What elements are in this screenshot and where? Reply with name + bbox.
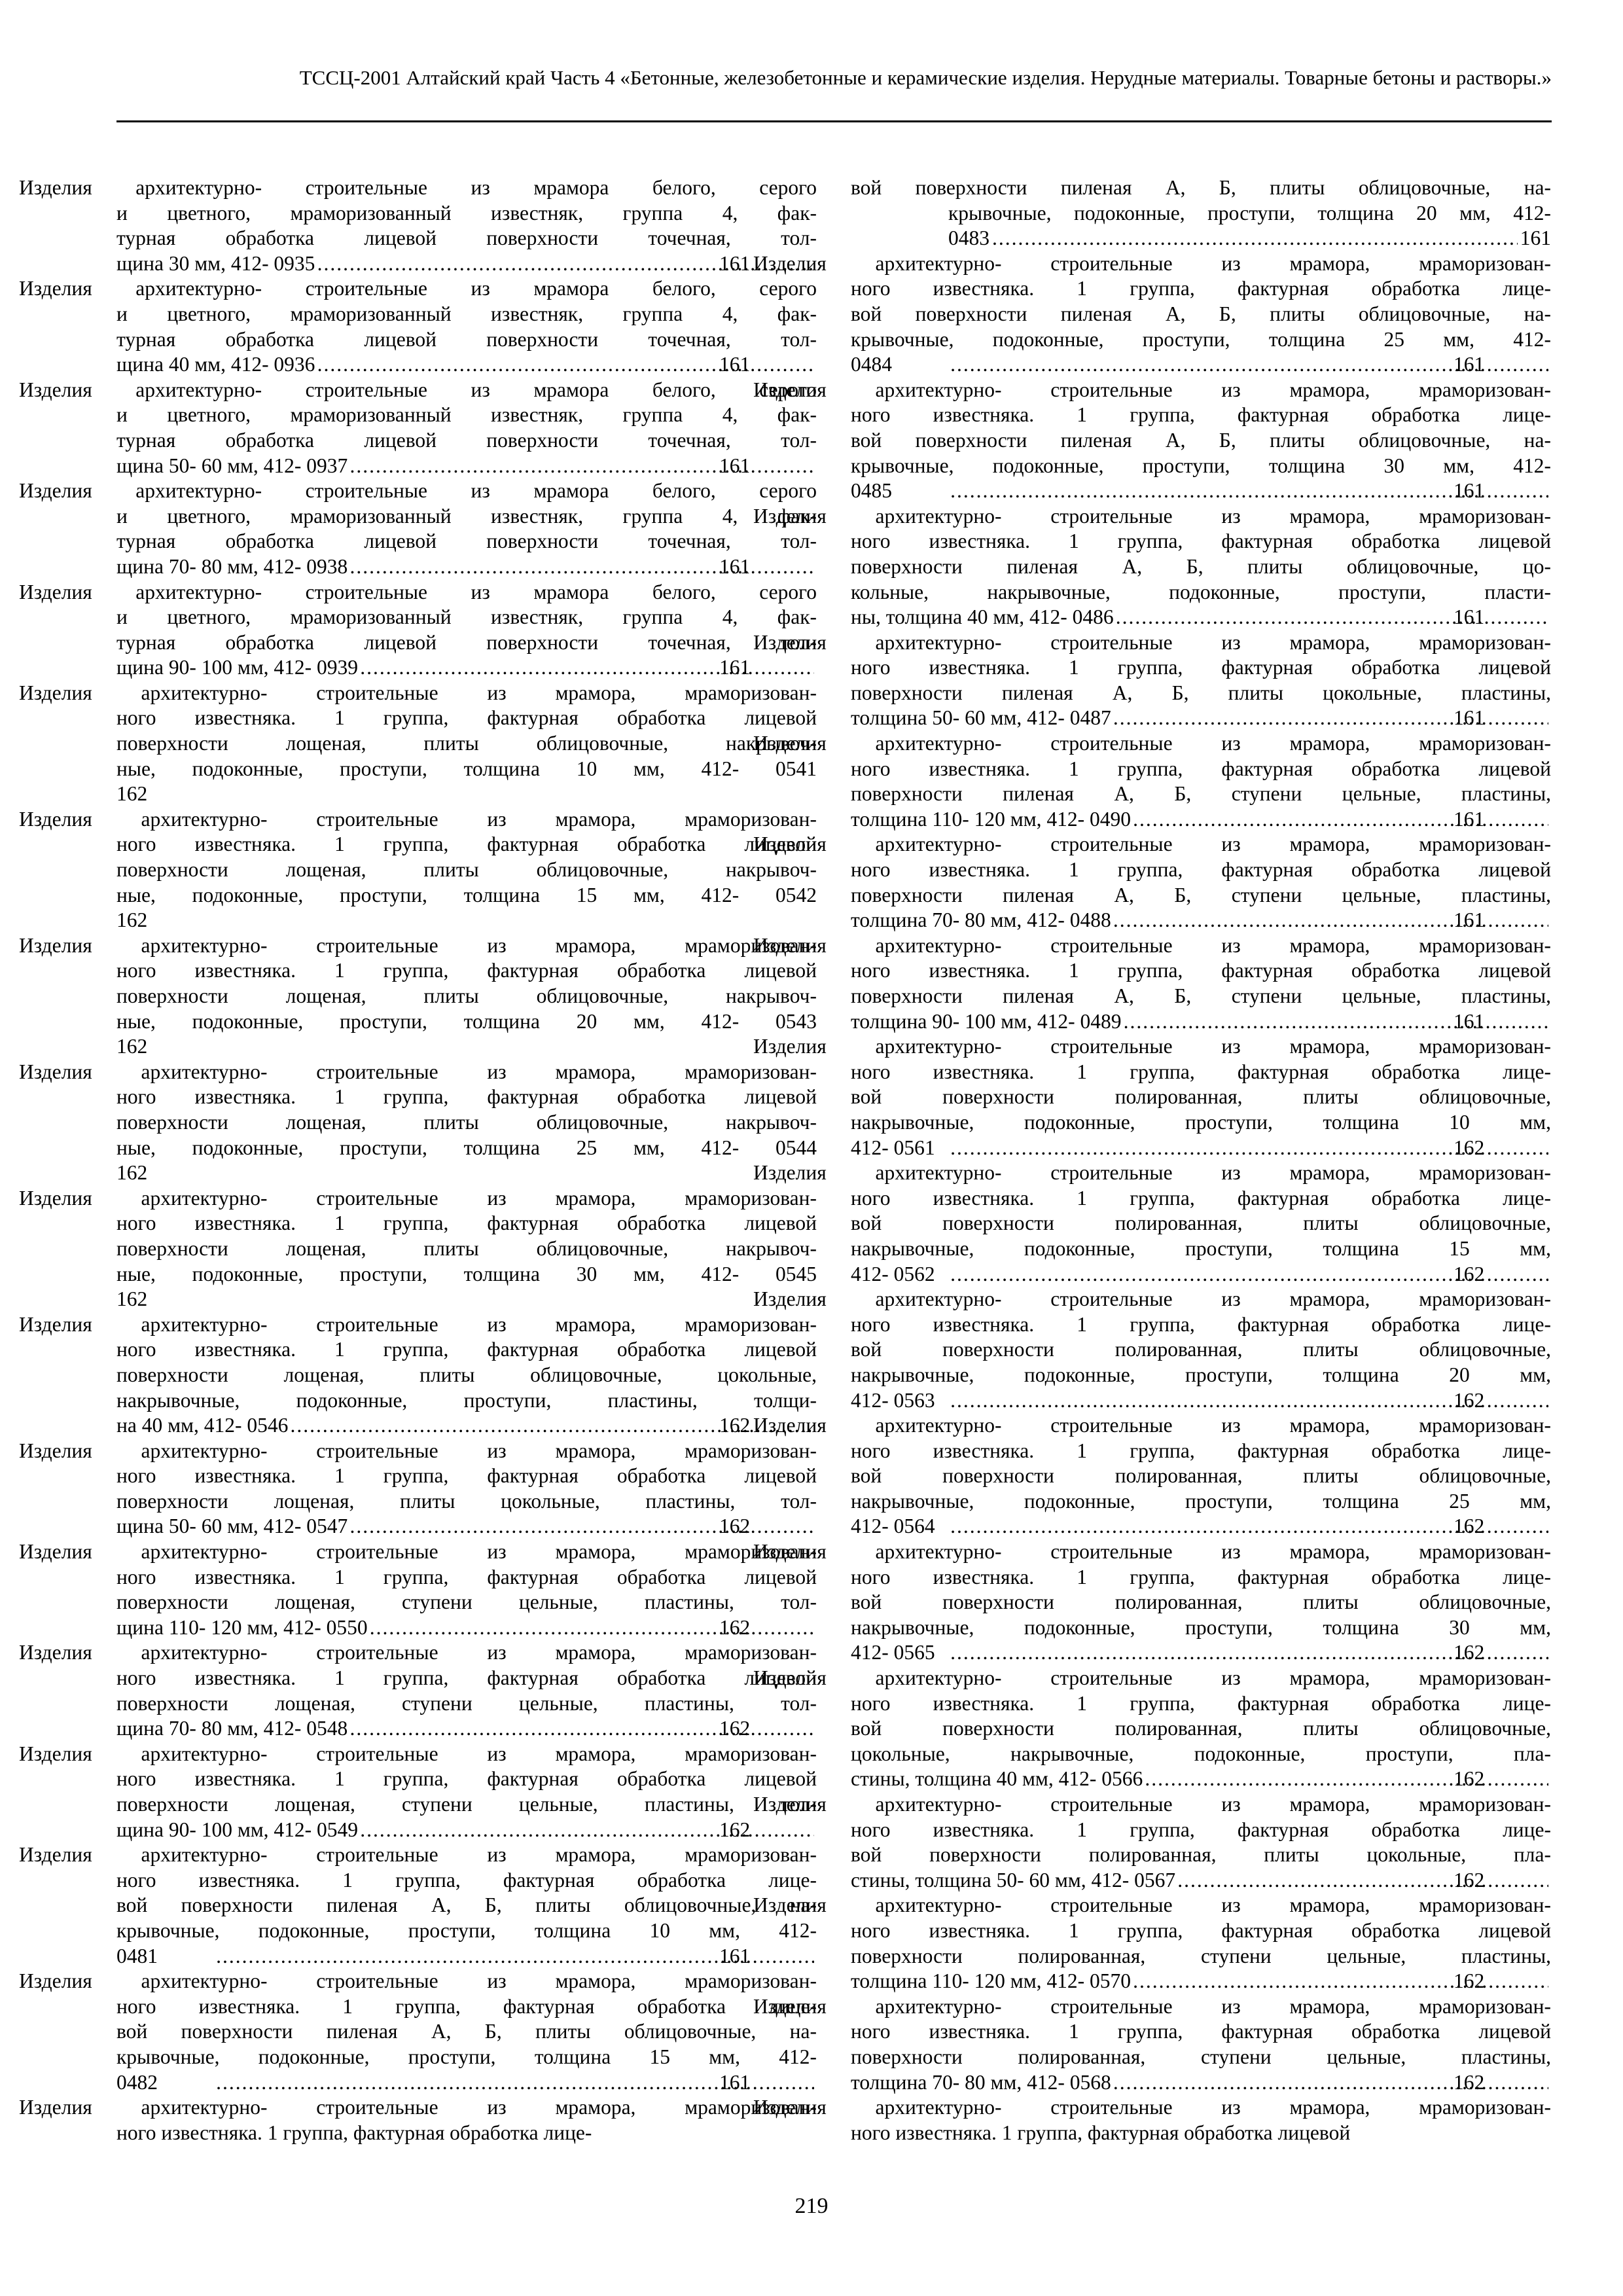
- entry-last-line: 412- 0565 ..... 162: [948, 1640, 1551, 1666]
- entry-last-line: 412- 0562 ..... 162: [948, 1262, 1551, 1287]
- entry-last-line: 412- 0564 ..... 162: [948, 1514, 1551, 1539]
- entry-line: крывочные, подоконные, проступи, толщина 10 мм, 412-: [116, 1918, 817, 1942]
- entry-line: Изделия архитектурно- строительные из мрамора, мраморизован-: [19, 681, 817, 704]
- entry-line: Изделия архитектурно- строительные из мрамора, мраморизован-: [753, 1287, 1551, 1311]
- entry-line: ного известняка. 1 группа, фактурная обработка лице-: [851, 1818, 1551, 1841]
- entry-last-line: 412- 0561 ..... 162: [948, 1136, 1551, 1161]
- entry-text: щина 90- 100 мм, 412- 0939: [116, 656, 359, 679]
- index-entry: [19, 807, 817, 933]
- index-entry: [19, 1640, 817, 1741]
- entry-last-line: [851, 2121, 1551, 2146]
- entry-line: поверхности пиленая А, Б, ступени цельные, пластины,: [851, 782, 1551, 806]
- index-entry: [753, 832, 1551, 933]
- dot-leader: [1178, 1868, 1548, 1893]
- entry-line: поверхности лощеная, плиты облицовочные, накрывоч-: [116, 1110, 817, 1134]
- entry-line: Изделия архитектурно- строительные из мрамора, мраморизован-: [753, 1666, 1551, 1690]
- entry-last-line: [948, 226, 1551, 251]
- entry-line: поверхности лощеная, плиты облицовочные, накрывоч-: [116, 858, 817, 882]
- entry-line: ного известняка. 1 группа, фактурная обработка лицевой: [851, 858, 1551, 882]
- entry-last-line: толщина 50- 60 мм, 412- 0487 ..... 161: [948, 706, 1551, 731]
- entry-line: Изделия архитектурно- строительные из мрамора, мраморизован-: [753, 251, 1551, 275]
- entry-line: Изделия архитектурно- строительные из мрамора, мраморизован-: [19, 933, 817, 957]
- entry-line: цокольные, накрывочные, подоконные, проступи, пла-: [851, 1742, 1551, 1765]
- entry-last-line: щина 30 мм, 412- 0935 ..... 161: [214, 251, 817, 277]
- index-entry: [19, 1312, 817, 1439]
- entry-line: Изделия архитектурно- строительные из мрамора, мраморизован-: [753, 732, 1551, 755]
- index-entry: [753, 1792, 1551, 1893]
- index-entry: [19, 1060, 817, 1186]
- entry-line: Изделия архитектурно- строительные из мрамора, мраморизован-: [19, 1060, 817, 1083]
- entry-line: ного известняка. 1 группа, фактурная обработка лице-: [851, 403, 1551, 427]
- entry-line: ные, подоконные, проступи, толщина 30 мм, 412- 0545: [116, 1262, 817, 1285]
- entry-line: крывочные, подоконные, проступи, толщина 15 мм, 412-: [116, 2045, 817, 2068]
- entry-line: турная обработка лицевой поверхности точечная, тол-: [116, 630, 817, 654]
- entry-line: ного известняка. 1 группа, фактурная обработка лицевой: [116, 1338, 817, 1361]
- index-entry: [19, 175, 817, 276]
- entry-last-line: 162: [116, 1035, 148, 1058]
- entry-text: стины, толщина 50- 60 мм, 412- 0567: [851, 1868, 1176, 1892]
- entry-last-line: толщина 70- 80 мм, 412- 0488 ..... 161: [948, 908, 1551, 933]
- dot-leader: [1133, 807, 1548, 833]
- entry-text: стины, толщина 40 мм, 412- 0566: [851, 1767, 1143, 1791]
- index-column-right: [753, 175, 1551, 2145]
- index-entry: [19, 378, 817, 478]
- entry-last-line: 162: [116, 782, 148, 806]
- entry-last-line: [116, 2121, 817, 2146]
- entry-last-line: щина 90- 100 мм, 412- 0549 ..... 162: [214, 1818, 817, 1843]
- entry-line: Изделия архитектурно- строительные из мрамора, мраморизован-: [753, 833, 1551, 856]
- index-entry: [753, 1893, 1551, 1994]
- entry-last-line: щина 110- 120 мм, 412- 0550 ..... 162: [214, 1615, 817, 1641]
- entry-line: ного известняка. 1 группа, фактурная обработка лице-: [851, 1312, 1551, 1336]
- index-column-left: [19, 175, 817, 2145]
- index-entry: [19, 1186, 817, 1312]
- entry-line: ного известняка. 1 группа, фактурная обработка лице-: [851, 1691, 1551, 1715]
- index-entry: [753, 1539, 1551, 1666]
- index-entry: [753, 378, 1551, 504]
- entry-line: Изделия архитектурно- строительные из мрамора, мраморизован-: [753, 1540, 1551, 1564]
- entry-text: толщина 70- 80 мм, 412- 0568: [851, 2070, 1111, 2094]
- entry-last-line: 0482 ..... 161: [214, 2070, 817, 2096]
- entry-line: вой поверхности полированная, плиты облицовочные,: [851, 1464, 1551, 1488]
- entry-line: Изделия архитектурно- строительные из мрамора, мраморизован-: [19, 1843, 817, 1867]
- entry-line: и цветного, мраморизованный известняк, группа 4, фак-: [116, 201, 817, 224]
- entry-line: Изделия архитектурно- строительные из мрамора, мраморизован-: [19, 807, 817, 831]
- entry-text: щина 70- 80 мм, 412- 0548: [116, 1717, 348, 1740]
- entry-text: щина 50- 60 мм, 412- 0937: [116, 454, 348, 477]
- entry-text: толщина 110- 120 мм, 412- 0490: [851, 807, 1132, 831]
- entry-line: поверхности пиленая А, Б, плиты цокольные, пластины,: [851, 681, 1551, 704]
- entry-last-line: щина 70- 80 мм, 412- 0548 ..... 162: [214, 1716, 817, 1742]
- index-entry: [19, 478, 817, 579]
- entry-line: ного известняка. 1 группа, фактурная обработка лице-: [851, 277, 1551, 300]
- entry-last-line: 162: [116, 1161, 148, 1185]
- index-entry: [19, 933, 817, 1060]
- entry-line: вой поверхности полированная, плиты облицовочные,: [851, 1338, 1551, 1361]
- entry-line: ного известняка. 1 группа, фактурная обработка лицевой: [851, 656, 1551, 679]
- entry-line: поверхности лощеная, плиты цокольные, пластины, тол-: [116, 1489, 817, 1513]
- index-entry: [19, 2095, 817, 2145]
- entry-text: на 40 мм, 412- 0546: [116, 1414, 289, 1437]
- entry-line: Изделия архитектурно- строительные из мрамора, мраморизован-: [753, 1893, 1551, 1917]
- entry-line: накрывочные, подоконные, проступи, толщина 10 мм,: [851, 1110, 1551, 1134]
- entry-line: крывочные, подоконные, проступи, толщина 25 мм, 412-: [851, 327, 1551, 351]
- entry-line: поверхности полированная, ступени цельные, пластины,: [851, 1944, 1551, 1967]
- entry-line: и цветного, мраморизованный известняк, группа 4, фак-: [116, 302, 817, 325]
- entry-last-line: толщина 110- 120 мм, 412- 0490 ..... 161: [948, 807, 1551, 833]
- entry-line: вой поверхности пиленая А, Б, плиты облицовочные, на-: [851, 176, 1551, 199]
- dot-leader: [1145, 1767, 1548, 1792]
- entry-last-line: ны, толщина 40 мм, 412- 0486 ..... 161: [948, 605, 1551, 630]
- index-entry: [19, 276, 817, 377]
- entry-line: накрывочные, подоконные, проступи, пластины, толщи-: [116, 1388, 817, 1412]
- entry-line: Изделия архитектурно- строительные из мрамора белого, серого: [19, 580, 817, 603]
- entry-text: толщина 50- 60 мм, 412- 0487: [851, 706, 1111, 730]
- entry-line: турная обработка лицевой поверхности точечная, тол-: [116, 529, 817, 553]
- entry-line: Изделия архитектурно- строительные из мрамора белого, серого: [19, 176, 817, 199]
- entry-line: вой поверхности пиленая А, Б, плиты облицовочные, на-: [116, 1893, 817, 1917]
- entry-line: вой поверхности пиленая А, Б, плиты облицовочные, на-: [116, 2020, 817, 2043]
- entry-last-line: щина 50- 60 мм, 412- 0937 ..... 161: [214, 454, 817, 479]
- entry-last-line: щина 40 мм, 412- 0936 ..... 161: [214, 352, 817, 378]
- entry-last-line: толщина 90- 100 мм, 412- 0489 ..... 161: [948, 1009, 1551, 1035]
- entry-line: ного известняка. 1 группа, фактурная обработка лице-: [851, 1565, 1551, 1588]
- entry-line: ного известняка. 1 группа, фактурная обработка лице-: [851, 1186, 1551, 1210]
- index-entry: [753, 731, 1551, 832]
- entry-line: вой поверхности полированная, плиты облицовочные,: [851, 1590, 1551, 1614]
- entry-line: Изделия архитектурно- строительные из мрамора, мраморизован-: [753, 1035, 1551, 1058]
- entry-line: турная обработка лицевой поверхности точечная, тол-: [116, 226, 817, 250]
- entry-text: щина 50- 60 мм, 412- 0547: [116, 1515, 348, 1538]
- entry-line: Изделия архитектурно- строительные из мрамора, мраморизован-: [19, 1312, 817, 1336]
- entry-line: ного известняка. 1 группа, фактурная обработка лицевой: [851, 1918, 1551, 1942]
- header-rule: [116, 120, 1552, 122]
- entry-line: ного известняка. 1 группа, фактурная обработка лицевой: [116, 833, 817, 856]
- entry-line: Изделия архитектурно- строительные из мрамора, мраморизован-: [753, 504, 1551, 528]
- entry-line: и цветного, мраморизованный известняк, группа 4, фак-: [116, 605, 817, 629]
- entry-line: поверхности лощеная, плиты облицовочные, накрывоч-: [116, 732, 817, 755]
- index-entry: [753, 1994, 1551, 2095]
- entry-line: и цветного, мраморизованный известняк, группа 4, фак-: [116, 403, 817, 427]
- index-entry: [19, 1439, 817, 1539]
- entry-line: Изделия архитектурно- строительные из мрамора, мраморизован-: [753, 630, 1551, 654]
- index-entry: [19, 580, 817, 681]
- entry-line: ные, подоконные, проступи, толщина 25 мм, 412- 0544: [116, 1136, 817, 1159]
- index-entry: [851, 175, 1551, 251]
- entry-line: поверхности лощеная, ступени цельные, пластины, тол-: [116, 1793, 817, 1816]
- entry-line: ного известняка. 1 группа, фактурная обработка лицевой: [851, 757, 1551, 780]
- entry-line: вой поверхности полированная, плиты облицовочные,: [851, 1717, 1551, 1740]
- entry-line: ного известняка. 1 группа, фактурная обработка лицевой: [116, 706, 817, 730]
- entry-text: ны, толщина 40 мм, 412- 0486: [851, 605, 1114, 629]
- entry-line: ного известняка. 1 группа, фактурная обработка лицевой: [851, 959, 1551, 982]
- entry-line: поверхности пиленая А, Б, плиты облицовочные, цо-: [851, 554, 1551, 578]
- entry-last-line: 162: [116, 1287, 148, 1311]
- entry-line: Изделия архитектурно- строительные из мрамора белого, серого: [19, 277, 817, 300]
- index-entry: [753, 504, 1551, 630]
- entry-line: ные, подоконные, проступи, толщина 10 мм, 412- 0541: [116, 757, 817, 780]
- running-header: ТССЦ-2001 Алтайский край Часть 4 «Бетонные, железобетонные и керамические изделия. Нерудные материалы. Товарные бетоны и растворы.»: [299, 66, 1552, 89]
- entry-line: поверхности лощеная, плиты облицовочные, цокольные,: [116, 1363, 817, 1386]
- entry-line: вой поверхности полированная, плиты облицовочные,: [851, 1085, 1551, 1109]
- entry-last-line: щина 50- 60 мм, 412- 0547 ..... 162: [214, 1514, 817, 1539]
- entry-line: кольные, накрывочные, подоконные, проступи, пласти-: [851, 580, 1551, 603]
- entry-text: ного известняка. 1 группа, фактурная обработка лицевой: [851, 2121, 1351, 2144]
- entry-text: толщина 70- 80 мм, 412- 0488: [851, 908, 1111, 932]
- entry-text: щина 30 мм, 412- 0935: [116, 251, 315, 275]
- entry-line: крывочные, подоконные, проступи, толщина 20 мм, 412-: [948, 201, 1551, 224]
- entry-line: Изделия архитектурно- строительные из мрамора, мраморизован-: [19, 1641, 817, 1664]
- entry-line: вой поверхности пиленая А, Б, плиты облицовочные, на-: [851, 302, 1551, 325]
- entry-line: Изделия архитектурно- строительные из мрамора, мраморизован-: [19, 1186, 817, 1210]
- entry-text: 0483: [948, 226, 990, 250]
- entry-line: поверхности полированная, ступени цельные, пластины,: [851, 2045, 1551, 2068]
- entry-line: поверхности лощеная, плиты облицовочные, накрывоч-: [116, 984, 817, 1007]
- entry-line: ного известняка. 1 группа, фактурная обработка лицевой: [116, 959, 817, 982]
- entry-text: щина 90- 100 мм, 412- 0549: [116, 1818, 359, 1841]
- index-entry: [753, 630, 1551, 731]
- entry-line: ного известняка. 1 группа, фактурная обработка лице-: [851, 1060, 1551, 1083]
- entry-line: турная обработка лицевой поверхности точечная, тол-: [116, 327, 817, 351]
- entry-line: вой поверхности полированная, плиты цокольные, пла-: [851, 1843, 1551, 1867]
- entry-line: ного известняка. 1 группа, фактурная обработка лице-: [851, 1439, 1551, 1462]
- entry-line: Изделия архитектурно- строительные из мрамора, мраморизован-: [753, 378, 1551, 401]
- entry-text: щина 70- 80 мм, 412- 0938: [116, 554, 348, 578]
- dot-leader: [1133, 1969, 1548, 1994]
- entry-line: Изделия архитектурно- строительные из мрамора, мраморизован-: [19, 1969, 817, 1993]
- index-entry: [19, 1969, 817, 2095]
- entry-line: накрывочные, подоконные, проступи, толщина 15 мм,: [851, 1236, 1551, 1260]
- index-entry: [19, 1539, 817, 1640]
- index-entry: [753, 1666, 1551, 1792]
- entry-last-line: щина 90- 100 мм, 412- 0939 ..... 161: [214, 655, 817, 681]
- entry-line: поверхности пиленая А, Б, ступени цельные, пластины,: [851, 883, 1551, 906]
- entry-text: толщина 90- 100 мм, 412- 0489: [851, 1009, 1122, 1033]
- index-entry: [753, 933, 1551, 1034]
- entry-last-line: 412- 0563 ..... 162: [948, 1388, 1551, 1414]
- entry-line: ного известняка. 1 группа, фактурная обработка лице-: [116, 1994, 817, 2018]
- page-number: 219: [794, 2194, 829, 2218]
- entry-line: ного известняка. 1 группа, фактурная обработка лицевой: [851, 2020, 1551, 2043]
- entry-line: Изделия архитектурно- строительные из мрамора, мраморизован-: [753, 1414, 1551, 1437]
- entry-line: Изделия архитектурно- строительные из мрамора, мраморизован-: [19, 2096, 817, 2119]
- entry-line: и цветного, мраморизованный известняк, группа 4, фак-: [116, 504, 817, 528]
- index-entry: [753, 1160, 1551, 1287]
- entry-line: Изделия архитектурно- строительные из мрамора, мраморизован-: [19, 1540, 817, 1564]
- entry-last-line: 162: [116, 908, 148, 932]
- entry-line: накрывочные, подоконные, проступи, толщина 20 мм,: [851, 1363, 1551, 1386]
- entry-last-line: на 40 мм, 412- 0546 ..... 162: [214, 1413, 817, 1439]
- entry-text: щина 40 мм, 412- 0936: [116, 353, 315, 376]
- index-entry: [19, 1842, 817, 1969]
- entry-page-ref: 161: [1520, 226, 1551, 250]
- index-entry: [753, 1287, 1551, 1413]
- entry-line: турная обработка лицевой поверхности точечная, тол-: [116, 428, 817, 452]
- entry-last-line: толщина 110- 120 мм, 412- 0570 ..... 162: [948, 1969, 1551, 1994]
- entry-line: Изделия архитектурно- строительные из мрамора белого, серого: [19, 378, 817, 401]
- entry-line: поверхности лощеная, плиты облицовочные, накрывоч-: [116, 1236, 817, 1260]
- entry-last-line: стины, толщина 50- 60 мм, 412- 0567 ..... 162: [948, 1868, 1551, 1893]
- entry-line: ного известняка. 1 группа, фактурная обработка лице-: [116, 1868, 817, 1892]
- entry-line: Изделия архитектурно- строительные из мрамора, мраморизован-: [19, 1439, 817, 1462]
- entry-text: толщина 110- 120 мм, 412- 0570: [851, 1969, 1132, 1993]
- index-entry: [753, 1413, 1551, 1539]
- entry-line: ного известняка. 1 группа, фактурная обработка лицевой: [116, 1464, 817, 1488]
- entry-line: Изделия архитектурно- строительные из мрамора, мраморизован-: [19, 1742, 817, 1765]
- entry-last-line: 0484 ..... 161: [948, 352, 1551, 378]
- index-entry: [19, 681, 817, 807]
- entry-line: ного известняка. 1 группа, фактурная обработка лицевой: [116, 1666, 817, 1690]
- entry-last-line: стины, толщина 40 мм, 412- 0566 ..... 162: [948, 1767, 1551, 1792]
- entry-line: ного известняка. 1 группа, фактурная обработка лицевой: [116, 1211, 817, 1235]
- entry-line: вой поверхности пиленая А, Б, плиты облицовочные, на-: [851, 428, 1551, 452]
- index-entry: [753, 1034, 1551, 1160]
- dot-leader: [1124, 1009, 1548, 1035]
- entry-line: крывочные, подоконные, проступи, толщина 30 мм, 412-: [851, 454, 1551, 477]
- entry-line: ного известняка. 1 группа, фактурная обработка лицевой: [116, 1085, 817, 1109]
- entry-line: Изделия архитектурно- строительные из мрамора, мраморизован-: [753, 1161, 1551, 1185]
- entry-last-line: щина 70- 80 мм, 412- 0938 ..... 161: [214, 554, 817, 580]
- entry-line: Изделия архитектурно- строительные из мрамора, мраморизован-: [753, 1994, 1551, 2018]
- entry-line: накрывочные, подоконные, проступи, толщина 30 мм,: [851, 1615, 1551, 1639]
- entry-line: поверхности лощеная, ступени цельные, пластины, тол-: [116, 1691, 817, 1715]
- entry-line: поверхности пиленая А, Б, ступени цельные, пластины,: [851, 984, 1551, 1007]
- entry-line: ные, подоконные, проступи, толщина 20 мм, 412- 0543: [116, 1009, 817, 1033]
- entry-line: накрывочные, подоконные, проступи, толщина 25 мм,: [851, 1489, 1551, 1513]
- entry-line: вой поверхности полированная, плиты облицовочные,: [851, 1211, 1551, 1235]
- entry-line: Изделия архитектурно- строительные из мрамора, мраморизован-: [753, 933, 1551, 957]
- entry-line: поверхности лощеная, ступени цельные, пластины, тол-: [116, 1590, 817, 1614]
- entry-line: ного известняка. 1 группа, фактурная обработка лицевой: [116, 1767, 817, 1791]
- entry-line: ного известняка. 1 группа, фактурная обработка лицевой: [851, 529, 1551, 553]
- entry-text: щина 110- 120 мм, 412- 0550: [116, 1615, 368, 1639]
- entry-line: ного известняка. 1 группа, фактурная обработка лицевой: [116, 1565, 817, 1588]
- entry-line: ные, подоконные, проступи, толщина 15 мм, 412- 0542: [116, 883, 817, 906]
- entry-line: Изделия архитектурно- строительные из мрамора белого, серого: [19, 479, 817, 503]
- entry-text: ного известняка. 1 группа, фактурная обработка лице-: [116, 2121, 592, 2144]
- index-entry: [753, 2095, 1551, 2145]
- entry-last-line: 0485 ..... 161: [948, 478, 1551, 504]
- entry-last-line: толщина 70- 80 мм, 412- 0568 ..... 162: [948, 2070, 1551, 2096]
- entry-last-line: 0481 ..... 161: [214, 1944, 817, 1969]
- entry-line: Изделия архитектурно- строительные из мрамора, мраморизован-: [753, 1793, 1551, 1816]
- index-entry: [753, 251, 1551, 378]
- dot-leader: [992, 226, 1518, 251]
- index-entry: [19, 1742, 817, 1842]
- entry-line: Изделия архитектурно- строительные из мрамора, мраморизован-: [753, 2096, 1551, 2119]
